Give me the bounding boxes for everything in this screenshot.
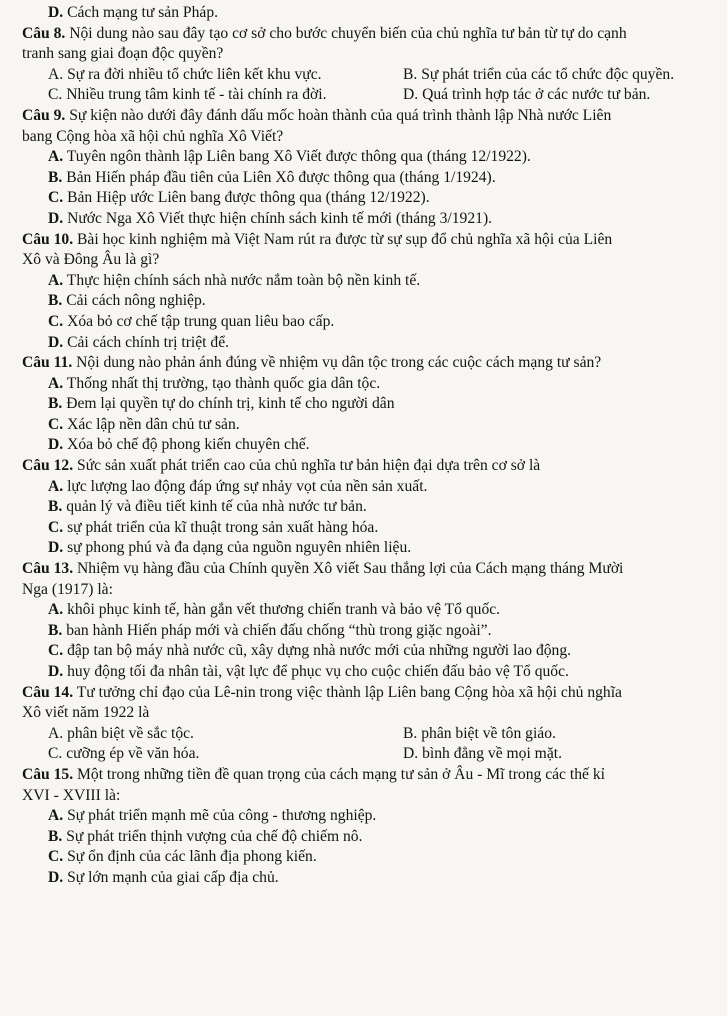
- question-number: Câu 13.: [22, 560, 74, 578]
- answer-option: [22, 147, 713, 168]
- question-block: [22, 106, 713, 230]
- question-stem: [22, 106, 713, 127]
- question-text: Một trong những tiền đề quan trọng của cách mạng tư sản ở Âu - Mĩ trong các thế kỉ: [77, 765, 605, 783]
- answer-option: [22, 662, 713, 683]
- answer-option: [48, 724, 403, 745]
- option-text: sự phong phú và đa dạng của nguồn nguyên nhiên liệu.: [67, 539, 412, 557]
- question-text: Bài học kinh nghiệm mà Việt Nam rút ra được từ sự sụp đổ chủ nghĩa xã hội của Liên: [77, 230, 613, 248]
- option-text: bình đẳng về mọi mặt.: [422, 745, 562, 763]
- option-letter: D.: [403, 86, 419, 104]
- answer-option: [22, 600, 713, 621]
- question-text: Xô viết năm 1922 là: [22, 704, 150, 722]
- previous-question-option-d: D. Cách mạng tư sản Pháp.: [48, 4, 219, 21]
- option-letter: D.: [48, 436, 64, 454]
- answer-option: [22, 291, 713, 312]
- option-letter: A.: [48, 807, 64, 825]
- option-letter: C.: [48, 86, 63, 104]
- option-letter: D.: [48, 868, 64, 886]
- answer-option: [22, 497, 713, 518]
- option-text: Bản Hiến pháp đầu tiên của Liên Xô được thông qua (tháng 1/1924).: [66, 168, 496, 186]
- question-text: Nhiệm vụ hàng đầu của Chính quyền Xô viết Sau thắng lợi của Cách mạng tháng Mười: [77, 560, 624, 578]
- question-text: Tư tưởng chỉ đạo của Lê-nin trong việc thành lập Liên bang Cộng hòa xã hội chủ nghĩa: [76, 683, 622, 701]
- option-text: Thống nhất thị trường, tạo thành quốc gia dân tộc.: [66, 374, 381, 392]
- question-text: Sự kiện nào dưới đây đánh dấu mốc hoàn thành của quá trình thành lập Nhà nước Liên: [69, 106, 612, 124]
- option-letter: B.: [403, 65, 418, 83]
- option-text: Sự phát triển thịnh vượng của chế độ chiếm nô.: [66, 827, 363, 845]
- option-text: huy động tối đa nhân tài, vật lực để phục vụ cho cuộc chiến đấu bảo vệ Tổ quốc.: [67, 663, 569, 680]
- option-row: [22, 724, 713, 745]
- question-list: [22, 24, 713, 889]
- option-text: lực lượng lao động đáp ứng sự nhảy vọt của nền sản xuất.: [67, 477, 428, 495]
- option-text: Xóa bỏ cơ chế tập trung quan liêu bao cấp.: [67, 312, 335, 330]
- option-text: Quá trình hợp tác ở các nước tư bản.: [422, 86, 651, 104]
- answer-option: [22, 415, 713, 436]
- option-letter: B.: [48, 827, 63, 845]
- answer-option: [22, 868, 713, 889]
- option-text: Cải cách nông nghiệp.: [66, 292, 206, 310]
- question-stem-continued: [22, 127, 713, 148]
- question-block: [22, 765, 713, 889]
- question-stem: [22, 765, 713, 786]
- question-text: tranh sang giai đoạn độc quyền?: [22, 45, 224, 63]
- option-letter: C.: [48, 312, 64, 330]
- question-number: Câu 10.: [22, 230, 74, 248]
- answer-option: [22, 168, 713, 189]
- question-stem-continued: [22, 250, 713, 271]
- question-stem: [22, 559, 713, 580]
- question-text: Nội dung nào sau đây tạo cơ sở cho bước chuyển biến của chủ nghĩa tư bản từ tự do cạnh: [69, 24, 627, 42]
- question-block: [22, 230, 713, 354]
- option-text: Cải cách chính trị triệt để.: [67, 333, 230, 351]
- option-text: Sự phát triển của các tổ chức độc quyền.: [421, 65, 675, 83]
- option-letter: C.: [48, 745, 63, 763]
- option-letter: A.: [48, 271, 64, 289]
- option-letter: D.: [48, 663, 64, 680]
- question-stem-continued: [22, 580, 713, 601]
- answer-option: [403, 85, 650, 106]
- option-letter: A.: [48, 477, 64, 495]
- answer-option: [22, 538, 713, 559]
- option-letter: B.: [48, 621, 63, 639]
- option-text: Xóa bỏ chế độ phong kiến chuyên chế.: [67, 436, 310, 454]
- answer-option: [48, 744, 403, 765]
- answer-option: [22, 374, 713, 395]
- question-block: [22, 683, 713, 765]
- question-stem: [22, 456, 713, 477]
- option-text: khôi phục kinh tế, hàn gắn vết thương chiến tranh và bảo vệ Tổ quốc.: [67, 601, 501, 619]
- option-letter: A.: [48, 724, 64, 742]
- answer-option: [22, 188, 713, 209]
- option-letter: D.: [48, 539, 64, 557]
- option-letter: A.: [48, 374, 64, 392]
- option-letter: B.: [48, 292, 63, 310]
- answer-option: [22, 312, 713, 333]
- option-letter: C.: [48, 415, 64, 433]
- answer-option: [22, 641, 713, 662]
- option-text: Nhiều trung tâm kinh tế - tài chính ra đời.: [66, 86, 327, 104]
- answer-option: [22, 435, 713, 456]
- question-stem: [22, 353, 713, 374]
- option-letter: D.: [48, 209, 64, 227]
- option-text: phân biệt về tôn giáo.: [421, 724, 556, 742]
- option-text: Sự ra đời nhiều tổ chức liên kết khu vực.: [67, 65, 322, 83]
- option-text: Xác lập nền dân chủ tư sản.: [67, 415, 240, 433]
- option-text: Bản Hiệp ước Liên bang được thông qua (tháng 12/1922).: [67, 189, 430, 207]
- option-letter: B.: [48, 168, 63, 186]
- option-text: sự phát triển của kĩ thuật trong sản xuất hàng hóa.: [67, 518, 379, 536]
- answer-option: [403, 724, 556, 745]
- option-letter: D.: [403, 745, 419, 763]
- question-number: Câu 12.: [22, 457, 74, 475]
- option-letter: B.: [48, 498, 63, 516]
- option-text: quản lý và điều tiết kinh tế của nhà nước tư bản.: [66, 498, 367, 516]
- option-letter: D.: [48, 333, 64, 351]
- option-letter: A.: [48, 148, 64, 166]
- option-text: đập tan bộ máy nhà nước cũ, xây dựng nhà nước mới của những người lao động.: [67, 642, 572, 660]
- question-stem-continued: [22, 786, 713, 807]
- option-letter: A.: [48, 65, 64, 83]
- option-row: [22, 65, 713, 86]
- option-letter: C.: [48, 848, 64, 866]
- answer-option: [22, 847, 713, 868]
- question-number: Câu 11.: [22, 354, 73, 372]
- option-letter: B.: [48, 395, 63, 413]
- answer-option: [22, 806, 713, 827]
- option-text: phân biệt về sắc tộc.: [67, 724, 194, 742]
- option-row: [22, 744, 713, 765]
- question-stem: [22, 230, 713, 251]
- option-text: Sự phát triển mạnh mẽ của công - thương nghiệp.: [67, 807, 377, 825]
- question-stem: [22, 24, 713, 45]
- option-letter: C.: [48, 518, 64, 536]
- option-text: Đem lại quyền tự do chính trị, kinh tế cho người dân: [66, 395, 395, 413]
- question-text: XVI - XVIII là:: [22, 786, 121, 804]
- question-block: [22, 559, 713, 683]
- answer-option: [22, 827, 713, 848]
- answer-option: [22, 394, 713, 415]
- question-block: [22, 24, 713, 106]
- question-number: Câu 8.: [22, 24, 66, 42]
- question-number: Câu 15.: [22, 765, 74, 783]
- answer-option: [48, 85, 403, 106]
- option-text: Sự lớn mạnh của giai cấp địa chủ.: [67, 868, 279, 886]
- question-text: Nội dung nào phản ánh đúng về nhiệm vụ dân tộc trong các cuộc cách mạng tư sản?: [76, 354, 602, 372]
- question-stem: [22, 683, 713, 704]
- question-block: [22, 456, 713, 559]
- question-number: Câu 14.: [22, 683, 74, 701]
- answer-option: [48, 65, 403, 86]
- answer-option: [22, 333, 713, 354]
- answer-option: [22, 518, 713, 539]
- option-row: [22, 85, 713, 106]
- option-text: cưỡng ép về văn hóa.: [66, 745, 200, 763]
- option-text: Tuyên ngôn thành lập Liên bang Xô Viết được thông qua (tháng 12/1922).: [66, 148, 531, 166]
- question-stem-continued: [22, 44, 713, 65]
- option-letter: C.: [48, 189, 64, 207]
- question-text: bang Cộng hòa xã hội chủ nghĩa Xô Viết?: [22, 127, 284, 145]
- answer-option: [22, 271, 713, 292]
- option-letter: C.: [48, 642, 64, 660]
- option-letter: A.: [48, 601, 64, 619]
- question-text: Sức sản xuất phát triển cao của chủ nghĩa tư bản hiện đại dựa trên cơ sở là: [77, 457, 541, 475]
- answer-option: [22, 621, 713, 642]
- answer-option: [22, 477, 713, 498]
- answer-option: [22, 209, 713, 230]
- question-block: [22, 353, 713, 456]
- question-number: Câu 9.: [22, 106, 66, 124]
- answer-option: [403, 65, 674, 86]
- option-text: Nước Nga Xô Viết thực hiện chính sách kinh tế mới (tháng 3/1921).: [67, 209, 493, 227]
- option-letter: B.: [403, 724, 418, 742]
- option-text: ban hành Hiến pháp mới và chiến đấu chống “thù trong giặc ngoài”.: [66, 621, 492, 639]
- question-text: Xô và Đông Âu là gì?: [22, 251, 160, 269]
- option-text: Thực hiện chính sách nhà nước nắm toàn bộ nền kinh tế.: [66, 271, 421, 289]
- question-text: Nga (1917) là:: [22, 580, 113, 598]
- question-stem-continued: [22, 703, 713, 724]
- option-text: Sự ổn định của các lãnh địa phong kiến.: [67, 848, 317, 866]
- answer-option: [403, 744, 562, 765]
